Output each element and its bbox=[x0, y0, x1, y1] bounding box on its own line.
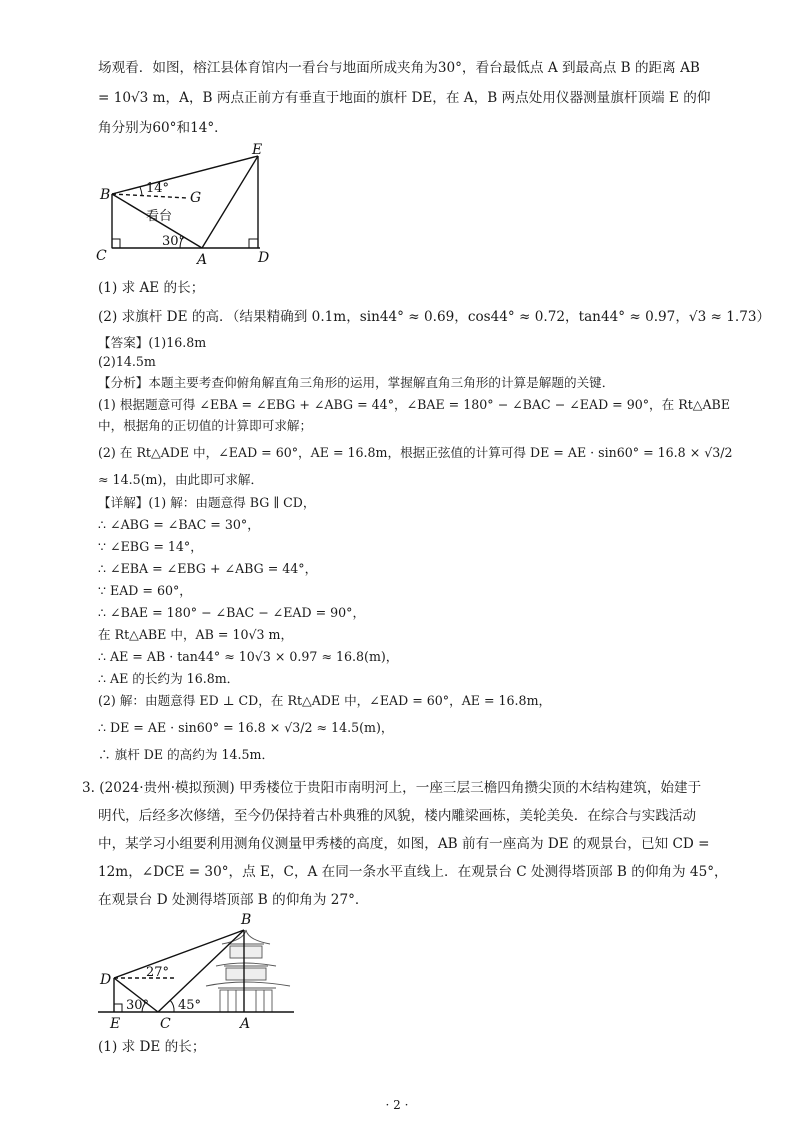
detail-line: ∵ EAD = 60°， bbox=[98, 583, 192, 598]
label-G: G bbox=[190, 190, 202, 206]
segment-DB bbox=[114, 930, 244, 978]
detail-line: ∴ AE 的长约为 16.8m． bbox=[98, 671, 240, 686]
detail-line: ∵ ∠EBG = 14°， bbox=[98, 539, 203, 554]
segment-AE bbox=[202, 156, 258, 248]
detail-line: (2) 解：由题意得 ED ⊥ CD，在 Rt△ADE 中，∠EAD = 60°，AE = 16.8m， bbox=[98, 693, 552, 708]
answer-line: (2)14.5m bbox=[98, 354, 156, 369]
label-B: B bbox=[241, 912, 252, 928]
angle-label-30: 30° bbox=[126, 998, 150, 1013]
right-angle-E bbox=[114, 1004, 122, 1012]
problem-3-text: 中，某学习小组要利用测角仪测量甲秀楼的高度，如图，AB 前有一座高为 DE 的观景台，已知 CD = bbox=[98, 836, 710, 852]
analysis-line: (1) 根据题意可得 ∠EBA = ∠EBG + ∠ABG = 44°，∠BAE = 180° − ∠BAC − ∠EAD = 90°，在 Rt△ABE bbox=[98, 397, 731, 412]
label-E: E bbox=[110, 1016, 121, 1032]
label-D: D bbox=[100, 972, 112, 988]
problem-3-text: 12m，∠DCE = 30°，点 E，C，A 在同一条水平直线上．在观景台 C 处测得塔顶部 B 的仰角为 45°， bbox=[98, 864, 728, 880]
detail-line: ∴ DE = AE · sin60° = 16.8 × √3/2 ≈ 14.5(m)， bbox=[98, 720, 394, 735]
right-angle-D bbox=[249, 239, 258, 248]
label-B: B bbox=[100, 187, 111, 203]
question-1: (1) 求 DE 的长； bbox=[98, 1039, 206, 1055]
label-stand: 看台 bbox=[146, 209, 173, 224]
analysis-line: 【分析】本题主要考查仰俯角解直角三角形的运用，掌握解直角三角形的计算是解题的关键． bbox=[98, 375, 615, 390]
label-D: D bbox=[258, 250, 270, 266]
problem-3-text: 明代，后经多次修缮，至今仍保持着古朴典雅的风貌，楼内雕梁画栋，美轮美奂．在综合与实践活动 bbox=[98, 808, 697, 824]
detail-line: 【详解】(1) 解：由题意得 BG ∥ CD， bbox=[98, 495, 316, 510]
detail-line: ∴ ∠ABG = ∠BAC = 30°， bbox=[98, 517, 260, 532]
tower-illustration bbox=[206, 930, 290, 1012]
detail-line: ∴ 旗杆 DE 的高约为 14.5m． bbox=[98, 747, 275, 762]
angle-label-27: 27° bbox=[146, 965, 170, 980]
answer-line: 【答案】(1)16.8m bbox=[98, 335, 207, 350]
label-E: E bbox=[252, 142, 263, 158]
angle-label-30: 30° bbox=[162, 234, 186, 249]
angle-label-45: 45° bbox=[178, 998, 202, 1013]
text-line: 角分别为60°和14°． bbox=[98, 120, 228, 136]
label-C: C bbox=[160, 1016, 171, 1032]
angle-arc-45 bbox=[170, 1000, 174, 1012]
label-A: A bbox=[240, 1016, 251, 1032]
question-2: (2) 求旗杆 DE 的高．（结果精确到 0.1m，sin44° ≈ 0.69，cos44° ≈ 0.72，tan44° ≈ 0.97，√3 ≈ 1.73） bbox=[98, 309, 771, 325]
label-A: A bbox=[197, 252, 208, 268]
page-number: · 2 · bbox=[385, 1098, 409, 1112]
figure-stadium-flagpole bbox=[90, 142, 280, 268]
analysis-line: 中，根据角的正切值的计算即可求解； bbox=[98, 418, 313, 433]
angle-arc-14 bbox=[140, 187, 142, 195]
problem-3-text: 3. (2024·贵州·模拟预测) 甲秀楼位于贵阳市南明河上，一座三层三檐四角攒尖顶的木结构建筑，始建于 bbox=[82, 780, 702, 796]
label-C: C bbox=[96, 248, 107, 264]
text-line: = 10√3 m，A，B 两点正前方有垂直于地面的旗杆 DE，在 A，B 两点处用仪器测量旗杆顶端 E 的仰 bbox=[98, 90, 711, 106]
figure-jiaxiu-tower bbox=[94, 910, 304, 1034]
detail-line: ∴ ∠BAE = 180° − ∠BAC − ∠EAD = 90°， bbox=[98, 605, 366, 620]
question-1: (1) 求 AE 的长； bbox=[98, 280, 205, 296]
angle-label-14: 14° bbox=[146, 181, 170, 196]
analysis-line: ≈ 14.5(m)，由此即可求解． bbox=[98, 472, 264, 487]
problem-3-text: 在观景台 D 处测得塔顶部 B 的仰角为 27°． bbox=[98, 892, 369, 908]
analysis-line: (2) 在 Rt△ADE 中，∠EAD = 60°，AE = 16.8m，根据正弦值的计算可得 DE = AE · sin60° = 16.8 × √3/2 bbox=[98, 445, 733, 460]
detail-line: ∴ AE = AB · tan44° ≈ 10√3 × 0.97 ≈ 16.8(m)， bbox=[98, 649, 399, 664]
segment-BE bbox=[112, 156, 258, 194]
detail-line: ∴ ∠EBA = ∠EBG + ∠ABG = 44°， bbox=[98, 561, 318, 576]
detail-line: 在 Rt△ABE 中，AB = 10√3 m， bbox=[98, 627, 294, 642]
right-angle-C bbox=[112, 239, 120, 248]
text-line: 场观看．如图，榕江县体育馆内一看台与地面所成夹角为30°，看台最低点 A 到最高点 B 的距离 AB bbox=[98, 60, 700, 76]
